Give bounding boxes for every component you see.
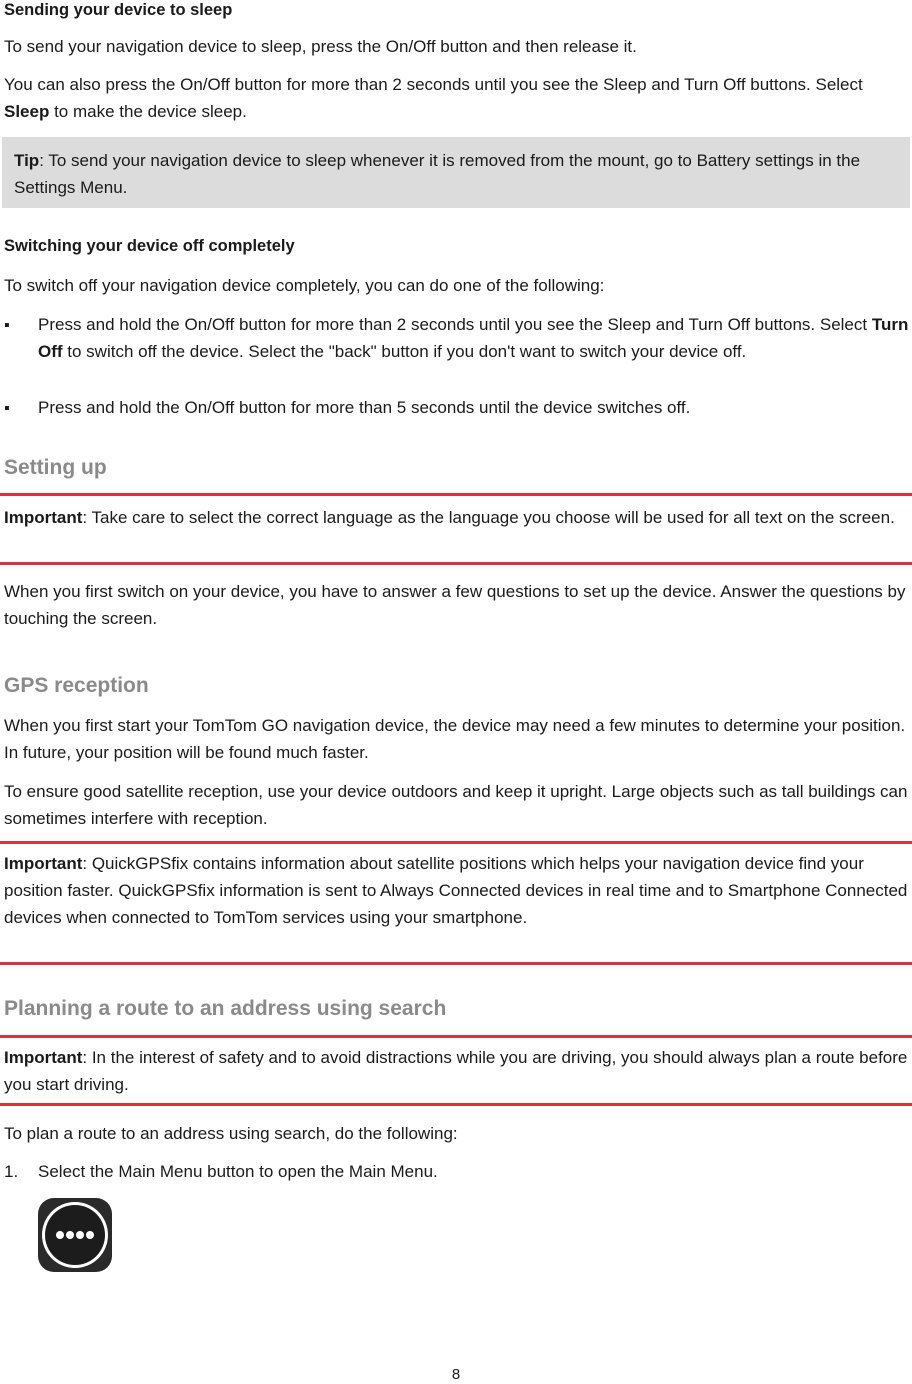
tip-label: Tip <box>14 151 40 170</box>
bullet-marker: ▪ <box>4 317 10 334</box>
bullet-1-text: Press and hold the On/Off button for more than 2 seconds until you see the Sleep and Turn Off buttons. Select <box>38 315 872 334</box>
sleep-para-2 <box>4 71 910 125</box>
important-text: : QuickGPSfix contains information about satellite positions which helps your navigation device find your position faster. QuickGPSfix information is sent to Always Connected devices in real time and to Smartphone Connected devices when connected to TomTom services using your smartphone. <box>4 854 908 927</box>
gps-para-1: When you first start your TomTom GO navigation device, the device may need a few minutes to determine your position. In future, your position will be found much faster. <box>4 716 906 762</box>
tip-text <box>14 147 900 201</box>
sleep-para-1: To send your navigation device to sleep, press the On/Off button and then release it. <box>4 37 637 56</box>
switch-off-heading: Switching your device off completely <box>4 237 295 255</box>
main-menu-button[interactable] <box>38 1198 112 1272</box>
bullet-1-end: to switch off the device. Select the "back" button if you don't want to switch your device off. <box>62 342 747 361</box>
important-label: Important <box>4 854 83 873</box>
divider-rule <box>0 1035 912 1038</box>
gps-para-2: To ensure good satellite reception, use your device outdoors and keep it upright. Large objects such as tall buildings can sometimes interfere with reception. <box>4 782 908 828</box>
important-text: : In the interest of safety and to avoid distractions while you are driving, you should always plan a route before you start driving. <box>4 1048 908 1094</box>
divider-rule <box>0 962 912 965</box>
sleep-heading: Sending your device to sleep <box>4 1 233 19</box>
turn-off-bold: Turn Off <box>38 315 909 361</box>
step-number: 1. <box>4 1162 19 1181</box>
important-label: Important <box>4 1048 83 1067</box>
planning-heading: Planning a route to an address using search <box>4 997 447 1020</box>
setting-up-para: When you first switch on your device, you have to answer a few questions to set up the device. Answer the questions by touching the screen. <box>4 582 906 628</box>
page-number: 8 <box>451 1366 461 1383</box>
divider-rule <box>0 841 912 844</box>
divider-rule <box>0 562 912 565</box>
important-text: : Take care to select the correct language as the language you choose will be used for all text on the screen. <box>82 508 895 527</box>
planning-intro: To plan a route to an address using search, do the following: <box>4 1124 458 1143</box>
switch-off-bullet-1 <box>38 311 910 365</box>
switch-off-intro: To switch off your navigation device completely, you can do one of the following: <box>4 276 605 295</box>
more-dots-icon <box>38 1198 112 1272</box>
switch-off-bullet-2: Press and hold the On/Off button for more than 5 seconds until the device switches off. <box>38 398 691 417</box>
divider-rule <box>0 493 912 496</box>
gps-heading: GPS reception <box>4 674 149 697</box>
tip-body: : To send your navigation device to sleep whenever it is removed from the mount, go to Battery settings in the Settings Menu. <box>14 151 861 197</box>
sleep-para-2-end: to make the device sleep. <box>49 102 247 121</box>
step-1-text: Select the Main Menu button to open the Main Menu. <box>38 1162 438 1181</box>
bullet-marker: ▪ <box>4 400 10 417</box>
important-label: Important <box>4 508 83 527</box>
setting-up-important <box>4 504 910 531</box>
sleep-para-2-text: You can also press the On/Off button for more than 2 seconds until you see the Sleep and Turn Off buttons. Select <box>4 75 863 94</box>
tip-box <box>2 137 910 208</box>
divider-rule <box>0 1103 912 1106</box>
gps-important <box>4 850 910 931</box>
planning-important <box>4 1044 910 1098</box>
sleep-bold: Sleep <box>4 102 50 121</box>
setting-up-heading: Setting up <box>4 456 107 479</box>
